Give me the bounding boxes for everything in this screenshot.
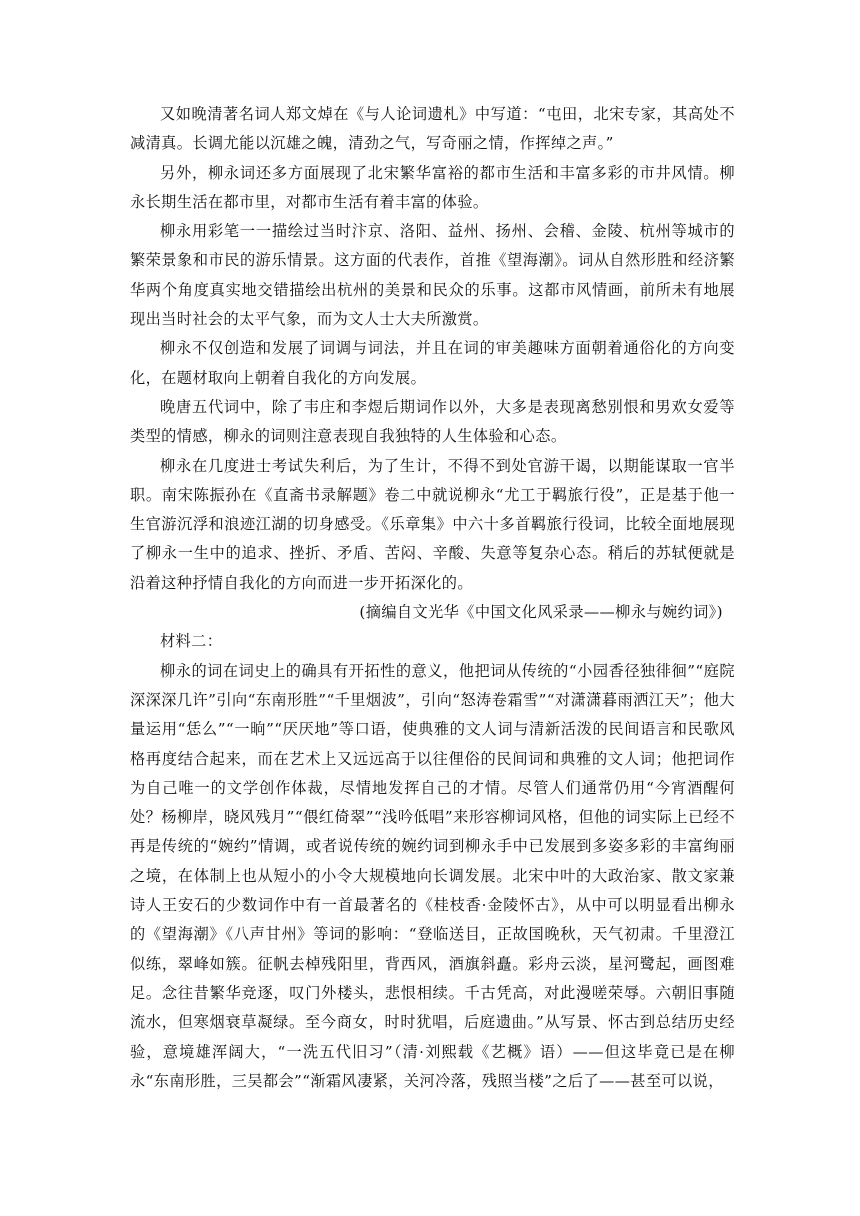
paragraph-popularization: 柳永不仅创造和发展了词调与词法，并且在词的审美趣味方面朝着通俗化的方向变化，在题材取向上朝着自我化的方向发展。: [130, 339, 735, 387]
paragraph-urban-life: 另外，柳永词还多方面展现了北宋繁华富裕的都市生活和丰富多彩的市井风情。柳永长期生活在都市里，对都市生活有着丰富的体验。: [130, 163, 735, 211]
paragraph-zheng-wenzhuo: 又如晚清著名词人郑文焯在《与人论词遗札》中写道：“屯田，北宋专家，其高处不减清真。长调尤能以沉雄之魄，清劲之气，写奇丽之情，作挥绰之声。”: [130, 105, 735, 153]
paragraph-wanghaichao: 柳永用彩笔一一描绘过当时汴京、洛阳、益州、扬州、会稽、金陵、杭州等城市的繁荣景象和市民的游乐情景。这方面的代表作，首推《望海潮》。词从自然形胜和经济繁华两个角度真实地交错描绘出杭州的美景和民众的乐事。这都市风情画，前所未有地展现出当时社会的太平气象，而为文人士大夫所激赏。: [130, 222, 735, 329]
paragraph-pioneering-significance: 柳永的词在词史上的确具有开拓性的意义，他把词从传统的“小园香径独徘徊”“庭院深深深几许”引向“东南形胜”“千里烟波”，引向“怒涛卷霜雪”“对潇潇暮雨洒江天”；他大量运用“恁么”“一晌”“厌厌地”等口语，使典雅的文人词与清新活泼的民间语言和民歌风格再度结合起来，而在艺术上又远远高于以往俚俗的民间词和典雅的文人词；他把词作为自己唯一的文学创作体裁，尽情地发挥自己的才情。尽管人们通常仍用“今宵酒醒何处？杨柳岸，晓风残月”“偎红倚翠”“浅吟低唱”来形容柳词风格，但他的词实际上已经不再是传统的“婉约”情调，或者说传统的婉约词到柳永手中已发展到多姿多彩的丰富绚丽之境，在体制上也从短小的小令大规模地向长调发展。北宋中叶的大政治家、散文家兼诗人王安石的少数词作中有一首最著名的《桂枝香·金陵怀古》，从中可以明显看出柳永的《望海潮》《八声甘州》等词的影响：“登临送目，正故国晚秋，天气初肃。千里澄江似练，翠峰如簇。征帆去棹残阳里，背西风，酒旗斜矗。彩舟云淡，星河鹭起，画图难足。念往昔繁华竞逐，叹门外楼头，悲恨相续。千古凭高，对此漫嗟荣辱。六朝旧事随流水，但寒烟衰草凝绿。至今商女，时时犹唱，后庭遗曲。”从写景、怀古到总结历史经验，意境雄浑阔大，“一洗五代旧习”（清·刘熙载《艺概》语）——但这毕竟已是在柳永“东南形胜，三吴都会”“渐霜风凄紧，关河冷落，残照当楼”之后了——甚至可以说，: [130, 661, 735, 1090]
paragraph-late-tang: 晚唐五代词中，除了韦庄和李煜后期词作以外，大多是表现离愁别恨和男欢女爱等类型的情感，柳永的词则注意表现自我独特的人生体验和心态。: [130, 397, 735, 446]
document-body: [130, 100, 735, 1096]
material-two-heading: 材料二：: [160, 632, 223, 651]
paragraph-travel-poems: 柳永在几度进士考试失利后，为了生计，不得不到处官游干谒，以期能谋取一官半职。南宋陈振孙在《直斋书录解题》卷二中就说柳永“尤工于羁旅行役”，正是基于他一生官游沉浮和浪迹江湖的切身感受。《乐章集》中六十多首羁旅行役词，比较全面地展现了柳永一生中的追求、挫折、矛盾、苦闷、辛酸、失意等复杂心态。稍后的苏轼便就是沿着这种抒情自我化的方向而进一步开拓深化的。: [130, 456, 735, 592]
source-note: (摘编自文光华《中国文化风采录——柳永与婉约词》): [359, 603, 723, 622]
